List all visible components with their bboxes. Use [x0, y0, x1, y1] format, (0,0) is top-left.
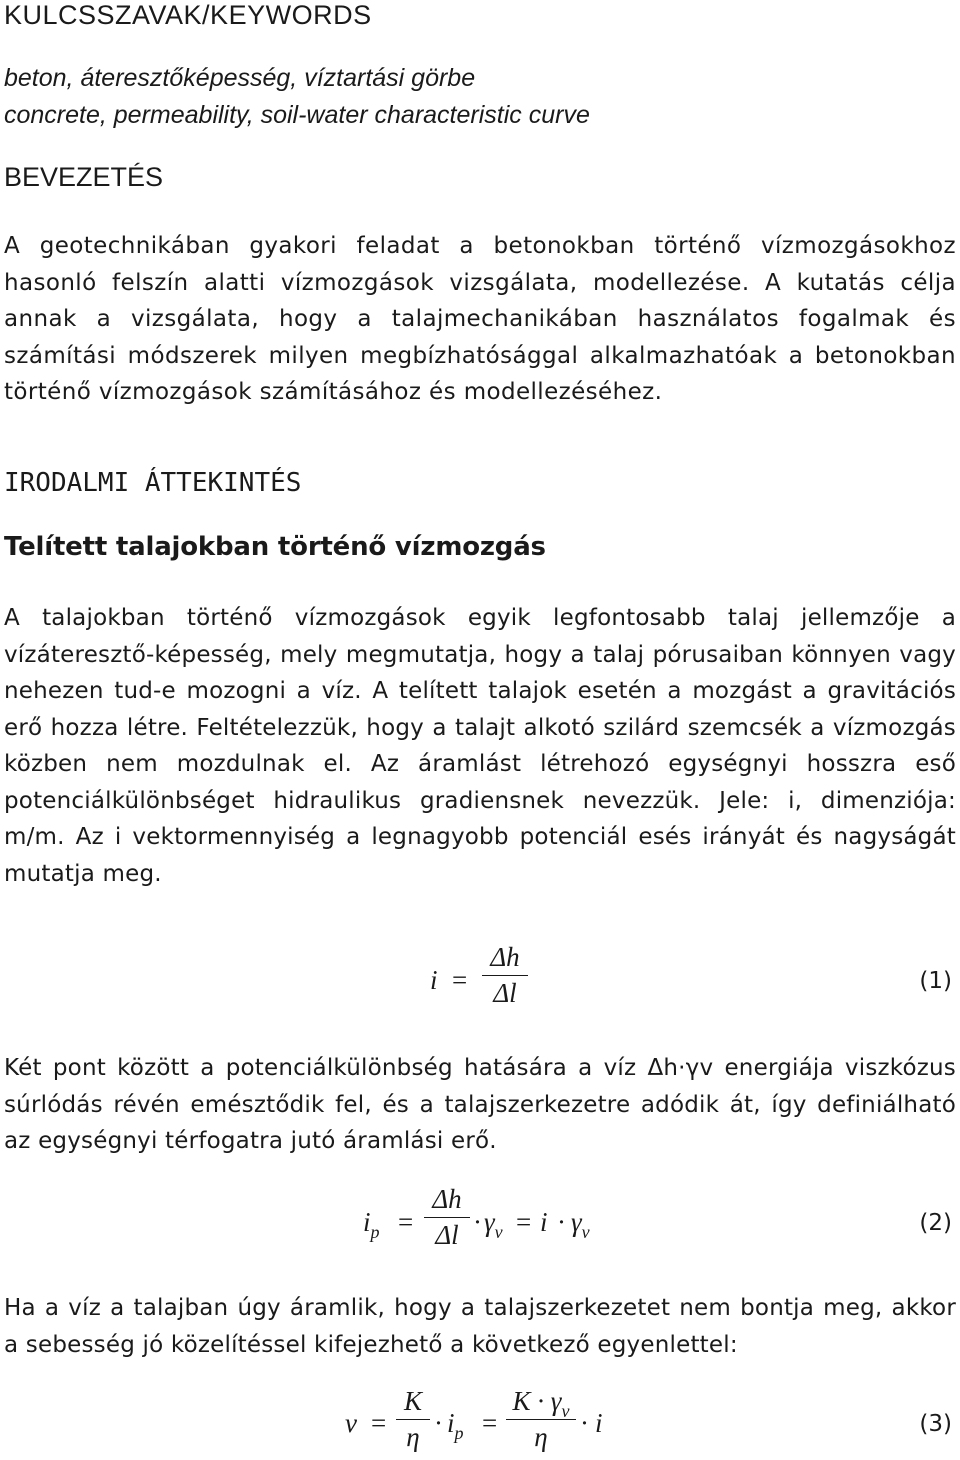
eq2-numerator: Δh [432, 1184, 462, 1214]
eq3-fraction-2 [506, 1386, 576, 1453]
eq1-numerator: Δh [490, 942, 520, 972]
eq1-fraction-bar [482, 975, 528, 976]
eq2-equals: = [398, 1207, 414, 1237]
eq2-number: (2) [919, 1210, 952, 1236]
eq1-number: (1) [919, 968, 952, 994]
review-subheading: Telített talajokban történő vízmozgás [4, 532, 546, 562]
eq1-fraction [482, 942, 528, 1009]
review-paragraph: A talajokban történő vízmozgások egyik legfontosabb talaj jellemzője a vízáteresztő-képesség, mely megmutatja, hogy a talaj pórusaiban könnyen vagy nehezen tud-e mozogni a víz. A telített talajok esetén a mozgást a gravitációs erő hozza létre. Feltételezzük, hogy a talajt alkotó szilárd szemcsék a vízmozgás közben nem mozdulnak el. Az áramlást létrehozó egységnyi hosszra eső potenciálkülönbséget hidraulikus gradiensnek nevezzük. Jele: i, dimenziója: m/m. Az i vektormennyiség a legnagyobb potenciál esés irányát és nagyságát mutatja meg. [4, 605, 956, 887]
eq3-denominator-1: η [406, 1422, 420, 1452]
eq2-rhs: i [540, 1207, 548, 1237]
eq3-dot: · [434, 1408, 443, 1438]
eq3-numerator-1: K [403, 1386, 422, 1416]
eq3-equals-2: = [482, 1408, 498, 1438]
intro-heading: BEVEZETÉS [4, 162, 164, 192]
eq1-equals: = [452, 965, 468, 995]
keywords-hungarian: beton, áteresztőképesség, víztartási görbe [4, 64, 476, 92]
eq2-gamma: $\gamma_v$ [484, 1207, 503, 1242]
review-heading: IRODALMI ÁTTEKINTÉS [4, 468, 302, 498]
eq2-lhs: $i_p$ [363, 1207, 380, 1242]
eq3-fraction-1 [396, 1386, 430, 1453]
eq3-lhs: v [345, 1408, 357, 1438]
eq1-lhs: i [430, 965, 438, 995]
eq2-dot-2: · [557, 1207, 566, 1237]
eq2-dot: · [473, 1207, 482, 1237]
eq3-denominator-2: η [534, 1422, 548, 1452]
review-paragraph-2: Két pont között a potenciálkülönbség hatására a víz Δh·γv energiája viszkózus súrlódás révén emésztődik fel, és a talajszerkezetre adódik át, így definiálható az egységnyi térfogatra jutó áramlási erő. [4, 1055, 956, 1154]
eq2-denominator: Δl [435, 1220, 459, 1250]
eq3-equals: = [371, 1408, 387, 1438]
eq2-gamma-2: $\gamma_v$ [571, 1207, 590, 1242]
eq3-tail: i [595, 1408, 603, 1438]
eq2-equals-2: = [516, 1207, 532, 1237]
eq3-dot-2: · [580, 1408, 589, 1438]
keywords-heading: KULCSSZAVAK/KEYWORDS [4, 0, 372, 30]
keywords-english: concrete, permeability, soil-water characteristic curve [4, 101, 590, 129]
review-paragraph-3: Ha a víz a talajban úgy áramlik, hogy a talajszerkezetet nem bontja meg, akkor a sebesség jó közelítéssel kifejezhető a következő egyenlettel: [4, 1295, 956, 1358]
eq2-fraction-bar [424, 1217, 470, 1218]
eq3-number: (3) [919, 1411, 952, 1437]
eq3-fraction-bar-1 [396, 1419, 430, 1420]
eq1-denominator: Δl [493, 978, 517, 1008]
eq2-fraction [424, 1184, 470, 1251]
eq3-mid: $i_p$ [447, 1408, 464, 1443]
eq3-numerator-2: $K \cdot \gamma_v$ [512, 1386, 570, 1421]
intro-paragraph: A geotechnikában gyakori feladat a betonokban történő vízmozgásokhoz hasonló felszín alatti vízmozgások vizsgálata, modellezése. A kutatás célja annak a vizsgálata, hogy a talajmechanikában használatos fogalmak és számítási módszerek milyen megbízhatósággal alkalmazhatóak a betonokban történő vízmozgások számításához és modellezéséhez. [4, 233, 956, 405]
